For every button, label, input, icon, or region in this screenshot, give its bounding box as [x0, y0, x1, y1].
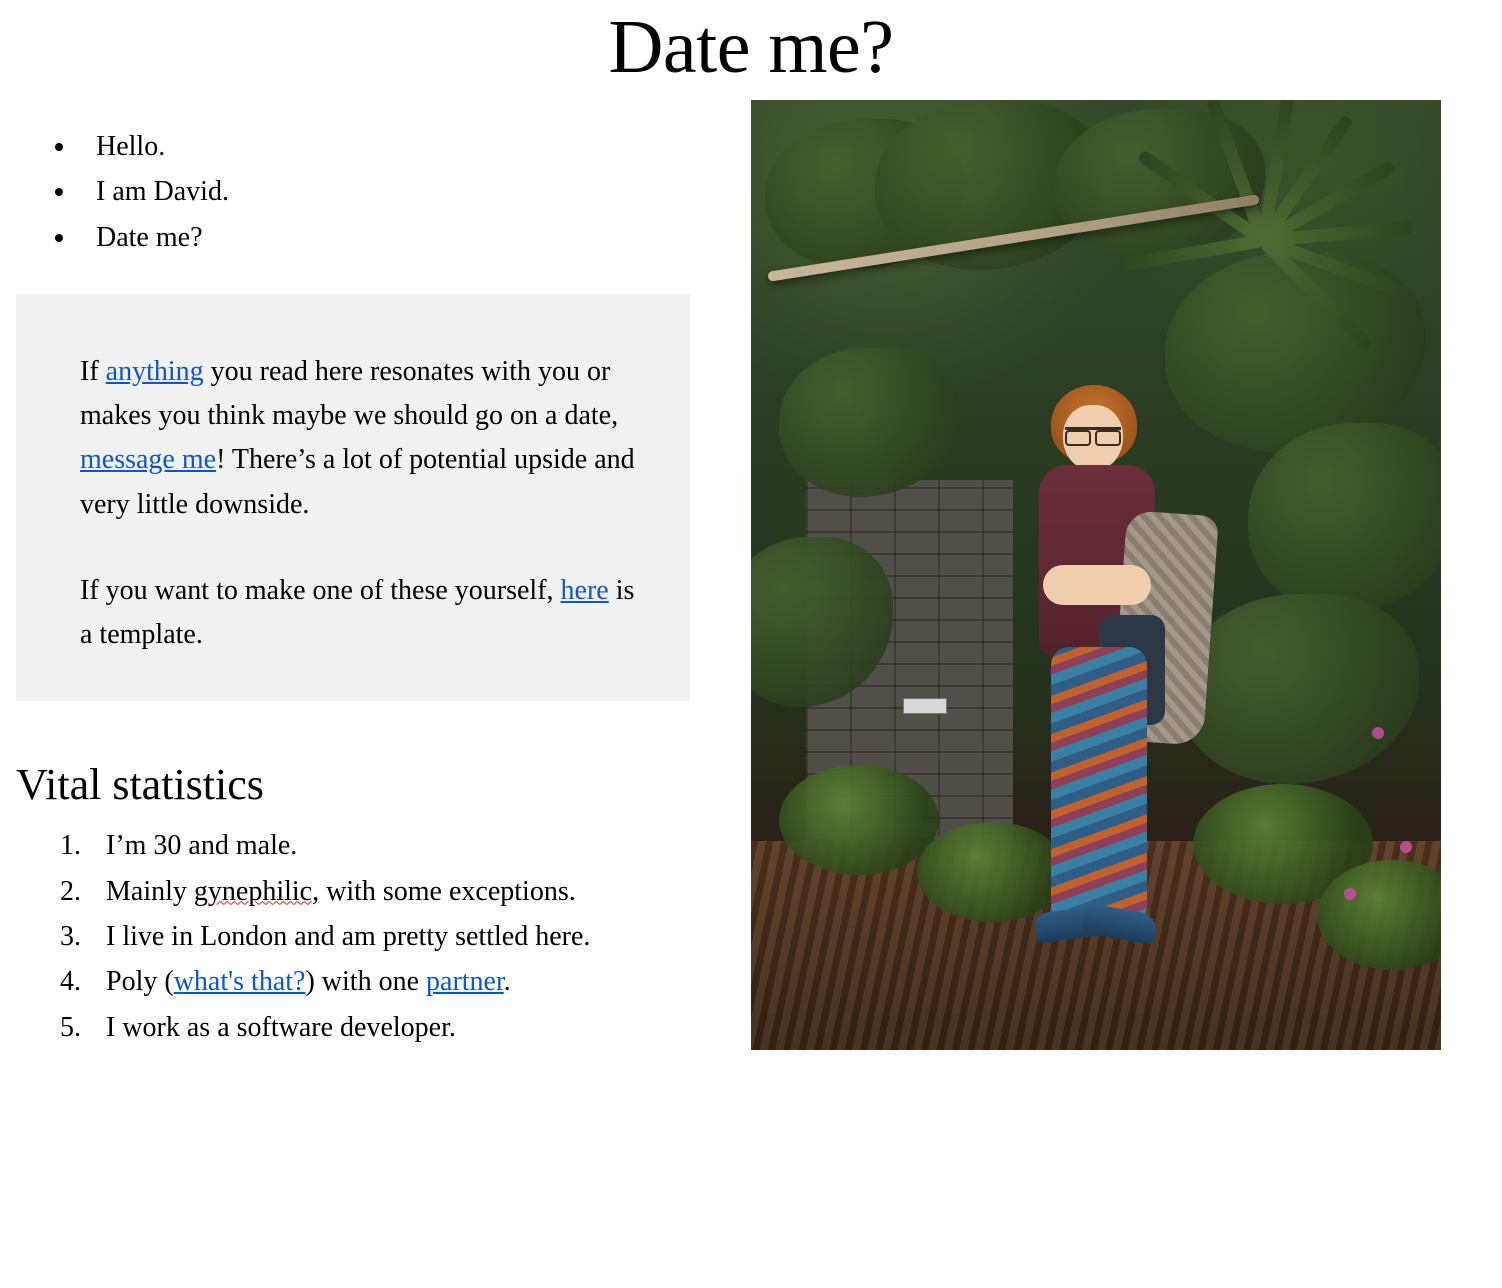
patterned-trousers: [1051, 647, 1147, 917]
whats-that-link[interactable]: what's that?: [173, 966, 306, 998]
plant-label-tag: [903, 698, 947, 714]
list-item: [88, 870, 726, 913]
message-me-link[interactable]: message me: [80, 444, 217, 476]
callout-text-after: ! There’s a lot of potential upside and very little downside.: [80, 444, 635, 520]
content-columns: [0, 88, 1502, 1051]
template-text-before: If you want to make one of these yourself,: [80, 574, 561, 606]
item2-after: , with some exceptions.: [312, 875, 576, 907]
item4-before: Poly (: [106, 966, 174, 998]
palm-plant: [1113, 119, 1413, 349]
shoe-right: [1081, 903, 1159, 945]
list-item: 5. I work as a software developer.: [88, 1006, 726, 1049]
here-template-link[interactable]: here: [560, 574, 609, 606]
glasses-icon: [1065, 427, 1121, 442]
misspelled-word: gynephilic: [193, 875, 313, 907]
template-text-after: is a template.: [80, 574, 635, 651]
right-column: [726, 88, 1502, 1050]
item4-middle: ) with one: [305, 966, 427, 998]
list-item: • Date me?: [78, 215, 726, 260]
page-title: Date me?: [608, 5, 894, 89]
callout-text-before-anything: If: [80, 355, 106, 387]
intro-bullet-list: [16, 124, 726, 260]
item2-before: Mainly: [106, 875, 194, 907]
item4-after: .: [503, 966, 511, 998]
partner-link[interactable]: partner: [426, 966, 504, 998]
callout-text-middle: you read here resonates with you or makes you think maybe we should go on a date,: [80, 355, 619, 432]
callout-paragraph-2: [80, 569, 644, 657]
flower: [1400, 841, 1412, 853]
section-heading-vital-statistics: Vital statistics: [16, 760, 264, 810]
person-figure: [999, 385, 1199, 1025]
flower: [1372, 727, 1384, 739]
left-column: [0, 88, 726, 1051]
palm-frond: [1115, 234, 1265, 273]
list-item: 1. I’m 30 and male.: [88, 824, 726, 867]
list-item: [88, 960, 726, 1003]
fern-plant: [779, 765, 939, 875]
callout-box: [16, 294, 690, 701]
crossed-arms: [1043, 565, 1151, 605]
list-item: • I am David.: [78, 169, 726, 214]
vital-statistics-list: [16, 824, 726, 1049]
leaf-cluster: [1248, 423, 1441, 613]
callout-paragraph-1: [80, 350, 644, 527]
list-item: 3. I live in London and am pretty settled here.: [88, 915, 726, 958]
anything-link[interactable]: anything: [105, 355, 204, 387]
profile-photo: [751, 100, 1441, 1050]
list-item: • Hello.: [78, 124, 726, 169]
